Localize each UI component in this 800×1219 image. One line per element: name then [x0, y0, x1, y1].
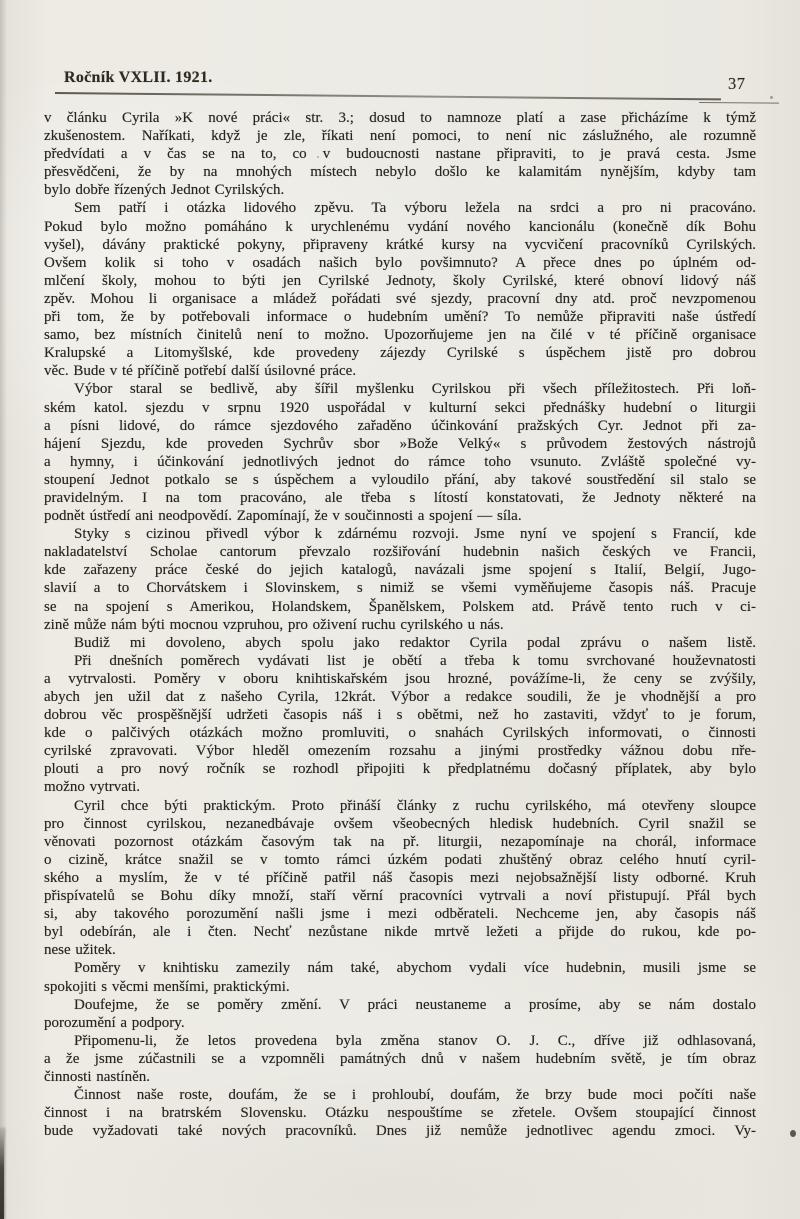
scan-left-edge-shadow [0, 0, 7, 1219]
text-line: a že jsme zúčastnili se a vzpomněli památných dnů v našem hudebním světě, je tím obraz [44, 1050, 756, 1067]
text-line: Sem patří i otázka lidového zpěvu. Ta výboru ležela na srdci a pro ni pracováno. [74, 200, 756, 217]
text-line: samo, bez místních činitelů není to možno. Upozorňujeme jen na čilé v té příčině organisace [44, 327, 756, 344]
paragraph [44, 959, 756, 995]
text-line: možno vytrvati. [44, 779, 140, 796]
text-line: pro činnost cyrilskou, nezanedbávaje ovšem všeobecných hledisk hudebních. Cyril snažil se [44, 815, 756, 832]
text-line: věc. Bude v té příčině potřebí další úsilovné práce. [44, 363, 357, 380]
text-line: a vytrvalosti. Poměry v oboru knihtiskařském jsou hrozné, povážíme-li, že ceny se zvýšily, [44, 670, 756, 687]
text-line: slavií a to Chorvátskem i Slovinskem, s nimiž se všemi vyměňujeme časopis náš. Pracuje [44, 580, 756, 597]
text-line: stoupení Jednot potkalo se s úspěchem a vyloudilo přání, aby takové soustředění sil stalo se [44, 471, 756, 488]
text-line: přispívatelů se Bohu díky množí, staří věrní pracovníci vytrvali a noví přistupují. Přál bych [44, 888, 756, 905]
text-line: vyšel), dávány praktické pokyny, připraveny krátké kursy na vycvičení pracovníků Cyrilských. [44, 236, 756, 253]
text-line: Styky s cizinou přivedl výbor k zdárnému rozvoji. Jsme nyní ve spojení s Francií, kde [74, 526, 756, 543]
text-line: kde zařazeny práce české do jejich katalogů, navázali jsme spojení s Italií, Belgií, Jugo- [44, 562, 756, 579]
text-line: Budiž mi dovoleno, abych spolu jako redaktor Cyrila podal zprávu o našem listě. [74, 634, 756, 651]
paragraph [44, 1032, 756, 1086]
text-line: nese užitek. [44, 942, 116, 959]
text-line: bude vyžadovati také nových pracovníků. Dnes již nemůže jednotlivec agendu zmoci. Vy- [44, 1123, 756, 1140]
text-line: abych jen užil dat z našeho Cyrila, 12krát. Výbor a redakce soudili, že je vhodnější a pro [44, 689, 756, 705]
text-line: činnost i na bratrském Slovensku. Otázku nespouštíme se zřetele. Ovšem stoupající činnost [44, 1105, 756, 1122]
text-line: Při dnešních poměrech vydávati list je obětí a třeba k tomu svrchované houževnatosti [74, 652, 756, 669]
text-line: ském katol. sjezdu v srpnu 1920 uspořádal v kulturní sekci přednášky hudební o liturgii [44, 399, 756, 416]
text-line: plouti a pro nový ročník se rozhodl připojiti k předplatnému dočasný příplatek, aby bylo [44, 761, 756, 778]
text-line: podnět ústředí ani neodpovědí. Zapomínají, že v součinnosti a spojení — síla. [44, 508, 522, 525]
text-line: byl odebírán, ale i čten. Nechť nezůstane nikde mrtvě ležeti a přijde do rukou, kde po- [44, 924, 756, 941]
text-line: Připomenu-li, že letos provedena byla změna stanov O. J. C., dříve již odhlasovaná, [74, 1032, 756, 1049]
text-line: si, aby takového porozumění našli jsme i mezi odběrateli. Nechceme jen, aby časopis náš [44, 906, 756, 923]
page-body [44, 109, 756, 1140]
paragraph [44, 1086, 756, 1140]
text-line: se na spojení s Amerikou, Holandskem, Španělskem, Polskem atd. Právě tento ruch v ci- [44, 598, 756, 615]
text-line: Ovšem kolik si toho v osadách našich bylo povšimnuto? A přece dnes po úplném od- [44, 254, 756, 271]
text-line: činnosti nastíněn. [44, 1068, 150, 1085]
text-line: ského a myslím, že v té příčině patřil náš časopis mezi nejobsažnější listy odborné. Kruh [44, 869, 756, 886]
text-line: Cyril chce býti praktickým. Proto přináší články z ruchu cyrilského, má otevřeny sloupce [74, 797, 756, 814]
text-line: Pokud bylo možno pomáháno k urychlenému vydání nového kancionálu (konečně dík Bohu [44, 218, 756, 235]
paragraph [44, 634, 756, 652]
text-line: zpěv. Mohou li organisace a mládež pořádati své sjezdy, pracovní dny atd. proč nevzpomenou [44, 290, 756, 307]
text-line: při tom, že by potřebovali informace o hudebním umění? To nemůže připraviti naše ústředí [44, 309, 756, 326]
text-line: zině může nám býti mocnou vzpruhou, pro oživení ruchu cyrilského u nás. [44, 616, 504, 633]
ink-speck [790, 1130, 796, 1137]
text-line: nakladatelství Scholae cantorum převzalo rozšiřování hudebnin našich českých ve Francii, [44, 544, 756, 561]
text-line: mlčení školy, mohou to býti jen Cyrilské Jednoty, školy Cyrilské, které obnoví lidový náš [44, 272, 756, 289]
paragraph [44, 380, 756, 525]
text-line: kde o palčivých otázkách možno promluviti, o snahách Cyrilských informovati, o činnosti [44, 725, 756, 742]
paragraph [44, 199, 756, 380]
ink-speck [770, 96, 773, 99]
text-line: Kralupské a Litomyšlské, kde provedeny zájezdy Cyrilské s úspěchem jistě pro dobrou [44, 345, 756, 362]
text-line: a hymny, i účinkování jednotlivých jednot do rámce toho vsunuto. Zvláště společné vy- [44, 453, 756, 470]
volume-label: Ročník VXLII. 1921. [64, 69, 213, 86]
text-line: předvídati a v čas se na to, co v budoucnosti nastane připraviti, to je pravá cesta. Jsme [44, 146, 756, 163]
text-line: porozumění a podpory. [44, 1014, 185, 1031]
scan-binding-edge [0, 1128, 4, 1219]
page-number: 37 [728, 74, 746, 93]
text-line: v článku Cyrila »K nové práci« str. 3.; dosud to namnoze platí a zase přicházíme k týmž [44, 110, 756, 126]
paragraph [44, 109, 756, 199]
text-line: spokojiti s věcmi menšími, praktickými. [44, 978, 290, 995]
paragraph [44, 525, 756, 634]
paragraph [44, 652, 756, 797]
text-line: zkušenostem. Naříkati, když je zle, říkati není pomoci, to není nic záslužného, ale rozumně [44, 128, 756, 145]
text-line: Činnost naše roste, doufám, že se i prohloubí, doufám, že brzy bude moci počíti naše [74, 1087, 756, 1104]
text-line: cyrilské zpravovati. Výbor hleděl omezením rozsahu a jinými prostředky vážnou dobu пře- [44, 743, 756, 760]
text-line: pravidelným. I na tom pracováno, ale třeba s lítostí konstatovati, že Jednoty některé na [44, 489, 756, 506]
header-rule [55, 92, 721, 100]
text-line: Doufejme, že se poměry změní. V práci neustaneme a prosíme, aby se nám dostalo [74, 996, 756, 1013]
text-line: dobrou věc prospěšnější udržeti časopis náš i s obětmi, než ho zastaviti, vždyť to je forum, [44, 707, 756, 724]
text-line: Výbor staral se bedlivě, aby šířil myšlenku Cyrilskou při všech příležitostech. Při loň- [74, 381, 756, 398]
text-line: bylo dobře řízených Jednot Cyrilských. [44, 182, 285, 199]
text-line: přesvědčeni, že by na mnohých místech nebylo došlo ke kalamitám nynějším, kdyby tam [44, 164, 756, 181]
text-line: o cizině, krátce snažil se v tomto rámci úzkém podati zhuštěný obraz celého hnutí cyril- [44, 851, 756, 868]
text-line: a písni lidové, do rámce sjezdového zařaděno účinkování pražských Cyr. Jednot při za- [44, 417, 756, 434]
text-line: věnovati pozornost otázkám časovým tak na př. liturgii, nezapomínaje na chorál, informace [44, 833, 756, 850]
text-line: hájení Sjezdu, kde proveden Sychrův sbor »Bože Velký« s průvodem žestových nástrojů [44, 435, 756, 452]
page-number-rule [699, 102, 779, 104]
text-line: Poměry v knihtisku zamezily nám také, abychom vydali více hudebnin, musili jsme se [74, 960, 756, 977]
paragraph [44, 996, 756, 1032]
paragraph [44, 797, 756, 960]
